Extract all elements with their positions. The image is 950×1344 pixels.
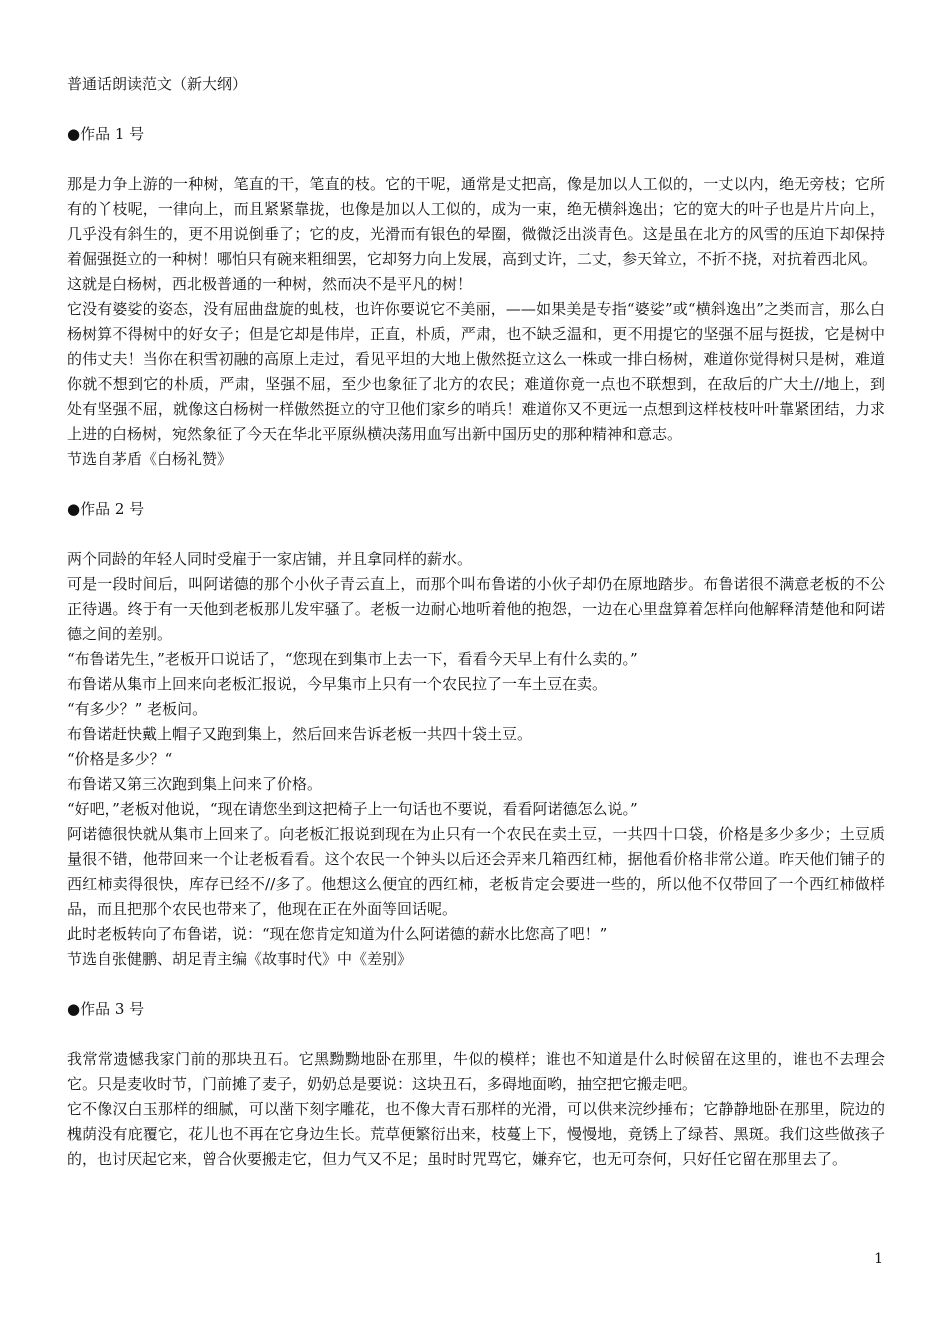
work-paragraph: 布鲁诺赶快戴上帽子又跑到集上，然后回来告诉老板一共四十袋土豆。: [67, 725, 533, 743]
work-paragraph: 那是力争上游的一种树，笔直的干，笔直的枝。它的干呢，通常是丈把高，像是加以人工似的，一丈以内，绝无旁枝；它所有的丫枝呢，一律向上，而且紧紧靠拢，也像是加以人工似的，成为一束，绝无横斜逸出；它的宽大的叶子也是片片向上，几乎没有斜生的，更不用说倒垂了；它的皮，光滑而有银色的晕圈，微微泛出淡青色。这是虽在北方的风雪的压迫下却保持着倔强挺立的一种树！哪怕只有碗来粗细罢，它却努力向上发展，高到丈许，二丈，参天耸立，不折不挠，对抗着西北风。: [67, 175, 885, 268]
spacer: [67, 97, 885, 122]
work-paragraph: 布鲁诺又第三次跑到集上问来了价格。: [67, 775, 323, 793]
spacer: [67, 472, 885, 497]
document-title: 普通话朗读范文（新大纲）: [67, 75, 248, 93]
work-paragraph: “好吧，”老板对他说，“现在请您坐到这把椅子上一句话也不要说，看看阿诺德怎么说。”: [67, 800, 638, 818]
document-body: [67, 72, 885, 1172]
spacer: [67, 147, 885, 172]
work-paragraph: “有多少？” 老板问。: [67, 700, 208, 718]
work-source: 节选自张健鹏、胡足青主编《故事时代》中《差别》: [67, 950, 413, 968]
spacer: [67, 972, 885, 997]
work-heading: ●作品 1 号: [67, 125, 145, 143]
work-paragraph: 阿诺德很快就从集市上回来了。向老板汇报说到现在为止只有一个农民在卖土豆，一共四十口袋，价格是多少多少；土豆质量很不错，他带回来一个让老板看看。这个农民一个钟头以后还会弄来几箱西红柿，据他看价格非常公道。昨天他们铺子的西红柿卖得很快，库存已经不//多了。他想这么便宜的西红柿，老板肯定会要进一些的，所以他不仅带回了一个西红柿做样品，而且把那个农民也带来了，他现在正在外面等回话呢。: [67, 825, 885, 918]
work-paragraph: 这就是白杨树，西北极普通的一种树，然而决不是平凡的树！: [67, 275, 473, 293]
spacer: [67, 522, 885, 547]
work-source: 节选自茅盾《白杨礼赞》: [67, 450, 233, 468]
spacer: [67, 1022, 885, 1047]
work-paragraph: 可是一段时间后，叫阿诺德的那个小伙子青云直上，而那个叫布鲁诺的小伙子却仍在原地踏步。布鲁诺很不满意老板的不公正待遇。终于有一天他到老板那儿发牢骚了。老板一边耐心地听着他的抱怨，一边在心里盘算着怎样向他解释清楚他和阿诺德之间的差别。: [67, 575, 885, 643]
work-paragraph: “价格是多少？“: [67, 750, 173, 768]
work-heading: ●作品 2 号: [67, 500, 145, 518]
work-paragraph: 布鲁诺从集市上回来向老板汇报说，今早集市上只有一个农民拉了一车土豆在卖。: [67, 675, 608, 693]
work-paragraph: 此时老板转向了布鲁诺，说：“现在您肯定知道为什么阿诺德的薪水比您高了吧！”: [67, 925, 608, 943]
work-paragraph: 我常常遗憾我家门前的那块丑石。它黑黝黝地卧在那里，牛似的模样；谁也不知道是什么时候留在这里的，谁也不去理会它。只是麦收时节，门前摊了麦子，奶奶总是要说：这块丑石，多碍地面哟，抽空把它搬走吧。: [67, 1050, 885, 1093]
work-paragraph: “布鲁诺先生，”老板开口说话了，“您现在到集市上去一下，看看今天早上有什么卖的。”: [67, 650, 638, 668]
work-heading: ●作品 3 号: [67, 1000, 145, 1018]
work-paragraph: 两个同龄的年轻人同时受雇于一家店铺，并且拿同样的薪水。: [67, 550, 473, 568]
work-paragraph: 它没有婆娑的姿态，没有屈曲盘旋的虬枝，也许你要说它不美丽，——如果美是专指“婆娑”或“横斜逸出”之类而言，那么白杨树算不得树中的好女子；但是它却是伟岸，正直，朴质，严肃，也不缺乏温和，更不用提它的坚强不屈与挺拔，它是树中的伟丈夫！当你在积雪初融的高原上走过，看见平坦的大地上傲然挺立这么一株或一排白杨树，难道你觉得树只是树，难道你就不想到它的朴质，严肃，坚强不屈，至少也象征了北方的农民；难道你竟一点也不联想到，在敌后的广大土//地上，到处有坚强不屈，就像这白杨树一样傲然挺立的守卫他们家乡的哨兵！难道你又不更远一点想到这样枝枝叶叶靠紧团结，力求上进的白杨树，宛然象征了今天在华北平原纵横决荡用血写出新中国历史的那种精神和意志。: [67, 300, 885, 443]
work-paragraph: 它不像汉白玉那样的细腻，可以凿下刻字雕花，也不像大青石那样的光滑，可以供来浣纱捶布；它静静地卧在那里，院边的槐荫没有庇覆它，花儿也不再在它身边生长。荒草便繁衍出来，枝蔓上下，慢慢地，竟锈上了绿苔、黑斑。我们这些做孩子的，也讨厌起它来，曾合伙要搬走它，但力气又不足；虽时时咒骂它，嫌弃它，也无可奈何，只好任它留在那里去了。: [67, 1100, 885, 1168]
page-number: 1: [874, 1251, 883, 1267]
